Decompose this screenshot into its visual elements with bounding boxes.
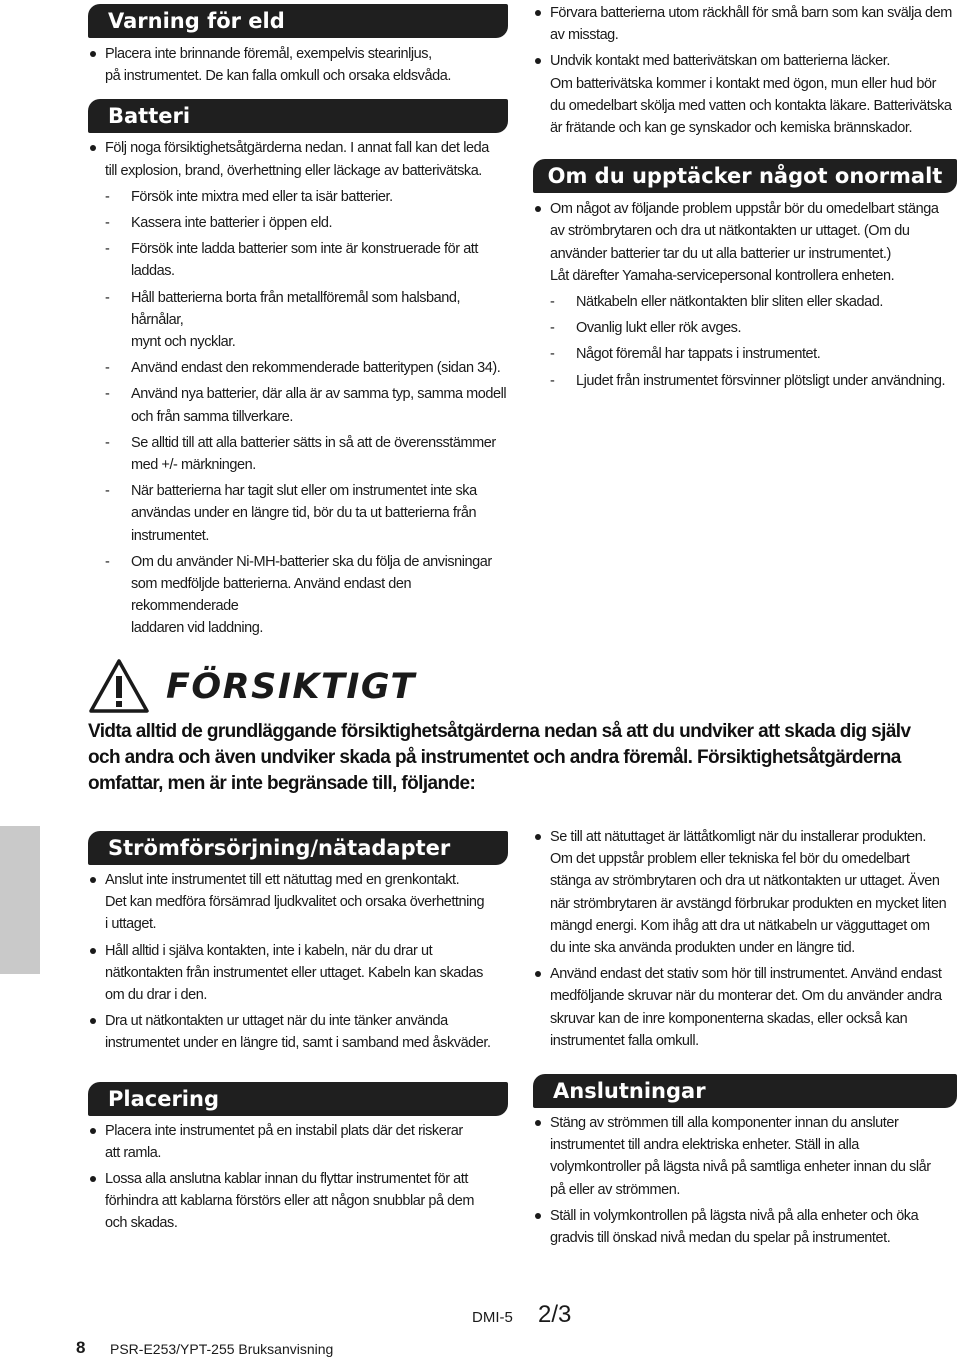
- text-line: till explosion, brand, överhettning eller läckage av batterivätska.: [105, 162, 482, 179]
- text-line: instrumentet till andra elektriska enheter. Ställ in alla: [550, 1137, 859, 1154]
- text-line: Anslut inte instrumentet till ett nätuttag med en grenkontakt.: [105, 872, 460, 888]
- abnormal-subitem-1: [550, 291, 957, 313]
- text-line: stänga av strömbrytaren och dra ut nätkontakten ur uttaget. Även: [550, 873, 940, 890]
- text-line: Håll alltid i själva kontakten, inte i kabeln, när du drar ut: [105, 942, 433, 959]
- placement-item-2: [88, 1168, 508, 1235]
- text-line: - Ljudet från instrumentet försvinner plötsligt under användning.: [576, 372, 946, 389]
- text-line: Stäng av strömmen till alla komponenter innan du ansluter: [550, 1115, 899, 1132]
- page-number: 8: [76, 1338, 86, 1357]
- text-line: Om något av följande problem uppstår bör du omedelbart stänga: [550, 201, 939, 218]
- top-right-column: [533, 0, 957, 392]
- abnormal-item-1: [533, 198, 957, 287]
- text-line: förhindra att kablarna förstörs eller att någon snubblar på dem: [105, 1193, 475, 1210]
- text-line: Placera inte brinnande föremål, exempelvis stearinljus,: [105, 46, 432, 62]
- battery-subitem-5: [105, 357, 508, 379]
- text-line: av strömbrytaren och dra ut nätkontakten ur uttaget. (Om du: [550, 223, 910, 240]
- abnormal-subitem-4: [550, 370, 957, 392]
- text-line: - Något föremål har tappats i instrumentet.: [576, 346, 821, 363]
- text-line: instrumentet falla omkull.: [550, 1032, 699, 1049]
- text-line: på eller av strömmen.: [550, 1181, 680, 1198]
- top-left-column: [88, 0, 508, 640]
- text-line: - Om du använder Ni-MH-batterier ska du följa de anvisningar: [131, 553, 492, 570]
- text-line: laddaren vid laddning.: [131, 620, 263, 637]
- manual-title: PSR-E253/YPT-255 Bruksanvisning: [110, 1341, 334, 1357]
- section-heading-abnormal: Om du upptäcker något onormalt: [533, 159, 957, 193]
- caution-intro: [88, 719, 948, 797]
- text-line: Följ noga försiktighetsåtgärderna nedan. I annat fall kan det leda: [105, 140, 489, 157]
- text-line: - Se alltid till att alla batterier sätts in så att de överensstämmer: [131, 434, 496, 451]
- text-line: Det kan medföra försämrad ljudkvalitet och orsaka överhettning: [105, 894, 485, 911]
- text-line: med +/- märkningen.: [131, 457, 256, 474]
- battery-subitem-3: [105, 238, 508, 282]
- text-line: Om batterivätska kommer i kontakt med ögon, mun eller hud bör: [550, 75, 936, 92]
- text-line: Se till att nätuttaget är lättåtkomligt när du installerar produkten.: [550, 829, 926, 845]
- text-line: Använd endast det stativ som hör till instrumentet. Använd endast: [550, 966, 942, 983]
- text-line: instrumentet.: [131, 527, 209, 544]
- text-line: - Försök inte mixtra med eller ta isär batterier.: [131, 188, 393, 205]
- text-line: Dra ut nätkontakten ur uttaget när du inte tänker använda: [105, 1013, 448, 1030]
- bottom-left-column: [88, 825, 508, 1235]
- abnormal-subitem-2: [550, 317, 957, 339]
- bottom-right-column: [533, 825, 957, 1249]
- battery-subitem-4: [105, 287, 508, 354]
- text-line: mynt och nycklar.: [131, 334, 236, 351]
- text-line: gradvis till önskad nivå medan du spelar på instrumentet.: [550, 1230, 891, 1247]
- caution-header: [88, 658, 960, 714]
- battery-subitem-2: [105, 212, 508, 234]
- text-line: - Ovanlig lukt eller rök avges.: [576, 320, 742, 337]
- text-line: användas under en längre tid, bör du ta ut batterierna från: [131, 505, 477, 522]
- text-line: när strömbrytaren är avstängd förbrukar produkten en mycket liten: [550, 895, 947, 912]
- battery-subitem-1: [105, 186, 508, 208]
- text-line: medföljande skruvar när du monterar det. Om du använder andra: [550, 988, 942, 1005]
- text-line: - När batterierna har tagit slut eller om instrumentet inte ska: [131, 483, 477, 500]
- battery-subitem-6: [105, 383, 508, 427]
- power-item-1: [88, 869, 508, 936]
- text-line: på instrumentet. De kan falla omkull och orsaka eldsvåda.: [105, 68, 451, 85]
- battery-subitem-9: [105, 551, 508, 640]
- power-item-3: [88, 1010, 508, 1054]
- text-line: - Kassera inte batterier i öppen eld.: [131, 215, 333, 232]
- text-line: och från samma tillverkare.: [131, 408, 293, 425]
- text-line: Undvik kontakt med batterivätskan om batterierna läcker.: [550, 53, 890, 70]
- text-line: om du drar i den.: [105, 987, 207, 1004]
- text-line: använder batterier tar du ut alla batterier ur instrumentet.): [550, 245, 891, 262]
- section-heading-connections: Anslutningar: [533, 1074, 957, 1108]
- text-line: - Försök inte ladda batterier som inte är konstruerade för att: [131, 241, 478, 258]
- text-line: volymkontroller på lägsta nivå på samtliga enheter innan du slår: [550, 1159, 931, 1176]
- battery-item-2: [533, 2, 957, 46]
- text-line: Förvara batterierna utom räckhåll för små barn som kan svälja dem: [550, 5, 952, 21]
- text-line: - Använd nya batterier, där alla är av samma typ, samma modell: [131, 386, 507, 403]
- document-sheet-number: 2/3: [538, 1301, 572, 1328]
- text-line: av misstag.: [550, 27, 619, 44]
- text-line: att ramla.: [105, 1144, 161, 1161]
- section-heading-fire: Varning för eld: [88, 4, 508, 38]
- battery-item-3: [533, 50, 957, 139]
- text-line: är frätande och kan ge synskador och kemiska brännskador.: [550, 120, 913, 137]
- abnormal-subitem-3: [550, 343, 957, 365]
- text-line: Låt därefter Yamaha-servicepersonal kontrollera enheten.: [550, 267, 895, 284]
- caution-title: FÖRSIKTIGT: [166, 667, 416, 707]
- text-line: laddas.: [131, 263, 175, 280]
- battery-subitem-8: [105, 480, 508, 547]
- text-line: instrumentet under en längre tid, samt i samband med åskväder.: [105, 1035, 491, 1052]
- text-line: i uttaget.: [105, 916, 157, 933]
- power-item-2: [88, 940, 508, 1007]
- text-line: du omedelbart skölja med vatten och kontakta läkare. Batterivätska: [550, 97, 952, 114]
- text-line: Lossa alla anslutna kablar innan du flyttar instrumentet för att: [105, 1171, 468, 1188]
- battery-subitem-7: [105, 432, 508, 476]
- text-line: omfattar, men är inte begränsade till, följande:: [88, 773, 476, 794]
- text-line: nätkontakten från instrumentet eller uttaget. Kabeln kan skadas: [105, 964, 483, 981]
- text-line: du inte ska använda produkten under en längre tid.: [550, 940, 855, 957]
- connections-item-1: [533, 1112, 957, 1201]
- text-line: Om det uppstår problem eller tekniska fel bör du omedelbart: [550, 851, 910, 868]
- text-line: skruvar kan de inre komponenterna skadas, eller också kan: [550, 1010, 908, 1027]
- text-line: - Nätkabeln eller nätkontakten blir sliten eller skadad.: [576, 294, 883, 311]
- side-tab: [0, 826, 40, 974]
- warning-triangle-icon: [88, 658, 150, 714]
- document-code: DMI-5: [472, 1309, 513, 1326]
- text-line: och skadas.: [105, 1215, 178, 1232]
- placement-item-4: [533, 963, 957, 1052]
- placement-item-3: [533, 826, 957, 959]
- text-line: mängd energi. Kom ihåg att dra ut nätkabeln ur vägguttaget om: [550, 917, 930, 934]
- text-line: - Håll batterierna borta från metallföremål som halsband, hårnålar,: [131, 289, 461, 328]
- connections-item-2: [533, 1205, 957, 1249]
- text-line: som medföljde batterierna. Använd endast den rekommenderade: [131, 576, 412, 615]
- text-line: Placera inte instrumentet på en instabil plats där det riskerar: [105, 1122, 463, 1139]
- placement-item-1: [88, 1120, 508, 1164]
- fire-item-1: [88, 43, 508, 87]
- text-line: och andra och även undviker skada på instrumentet och andra föremål. Försiktighetsåtgärderna: [88, 747, 901, 768]
- battery-item-1: [88, 137, 508, 181]
- text-line: Ställ in volymkontrollen på lägsta nivå på alla enheter och öka: [550, 1207, 919, 1224]
- section-heading-placement: Placering: [88, 1082, 508, 1116]
- text-line: - Använd endast den rekommenderade batteritypen (sidan 34).: [131, 360, 501, 377]
- section-heading-battery: Batteri: [88, 99, 508, 133]
- text-line: Vidta alltid de grundläggande försiktighetsåtgärderna nedan så att du undviker att skada dig själv: [88, 721, 911, 742]
- section-heading-power: Strömförsörjning/nätadapter: [88, 831, 508, 865]
